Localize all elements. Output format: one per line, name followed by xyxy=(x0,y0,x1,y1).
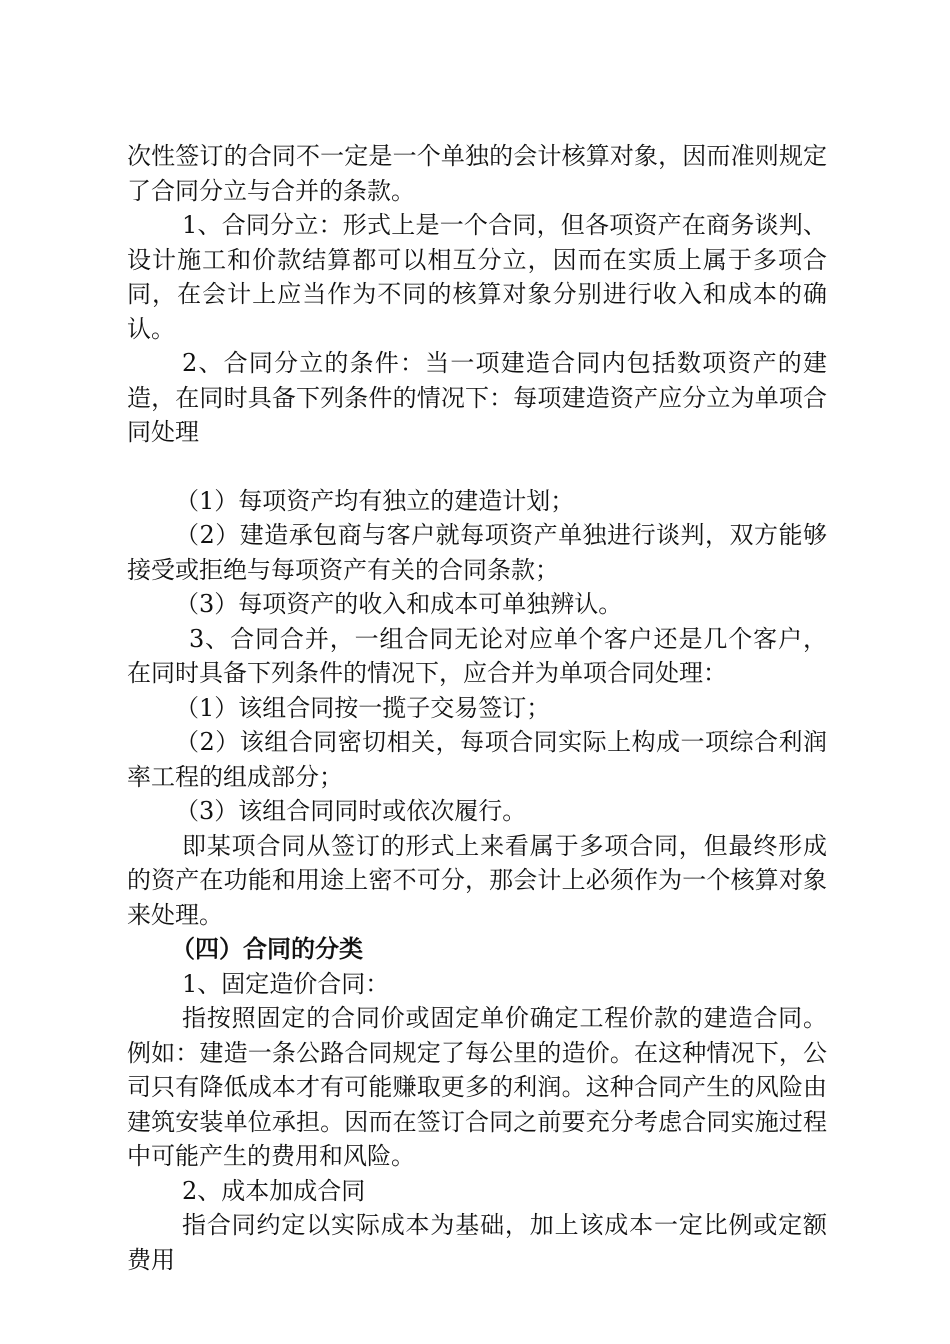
document-body xyxy=(127,139,827,1277)
list-item-split-1: （1）每项资产均有独立的建造计划； xyxy=(175,486,575,515)
subheading-fixed-price: 1、固定造价合同： xyxy=(182,969,390,998)
paragraph-contract-split: 1、合同分立：形式上是一个合同，但各项资产在商务谈判、设计施工和价款结算都可以相互分立，因而在实质上属于多项合同，在会计上应当作为不同的核算对象分别进行收入和成本的确认。 xyxy=(127,211,827,343)
paragraph-contract-merge: 3、合同合并，一组合同无论对应单个客户还是几个客户，在同时具备下列条件的情况下，应合并为单项合同处理： xyxy=(127,624,827,687)
paragraph-merge-summary: 即某项合同从签订的形式上来看属于多项合同，但最终形成的资产在功能和用途上密不可分，那会计上必须作为一个核算对象来处理。 xyxy=(127,831,827,929)
list-item-split-2: （2）建造承包商与客户就每项资产单独进行谈判，双方能够接受或拒绝与每项资产有关的合同条款； xyxy=(127,521,827,584)
section-heading-contract-types: （四）合同的分类 xyxy=(171,935,363,963)
paragraph-gap xyxy=(127,450,827,484)
paragraph-intro: 次性签订的合同不一定是一个单独的会计核算对象，因而准则规定了合同分立与合并的条款。 xyxy=(127,142,827,205)
list-item-split-3: （3）每项资产的收入和成本可单独辨认。 xyxy=(175,590,623,618)
paragraph-cost-plus: 指合同约定以实际成本为基础，加上该成本一定比例或定额费用 xyxy=(127,1211,827,1274)
paragraph-fixed-price: 指按照固定的合同价或固定单价确定工程价款的建造合同。例如：建造一条公路合同规定了每公里的造价。在这种情况下，公司只有降低成本才有可能赚取更多的利润。这种合同产生的风险由建筑安装单位承担。因而在签订合同之前要充分考虑合同实施过程中可能产生的费用和风险。 xyxy=(127,1004,827,1170)
list-item-merge-1: （1）该组合同按一揽子交易签订； xyxy=(175,693,551,722)
subheading-cost-plus: 2、成本加成合同 xyxy=(182,1176,366,1205)
list-item-merge-2: （2）该组合同密切相关，每项合同实际上构成一项综合利润率工程的组成部分； xyxy=(127,728,827,791)
paragraph-split-conditions: 2、合同分立的条件：当一项建造合同内包括数项资产的建造，在同时具备下列条件的情况下：每项建造资产应分立为单项合同处理 xyxy=(127,349,827,446)
list-item-merge-3: （3）该组合同同时或依次履行。 xyxy=(175,797,527,825)
